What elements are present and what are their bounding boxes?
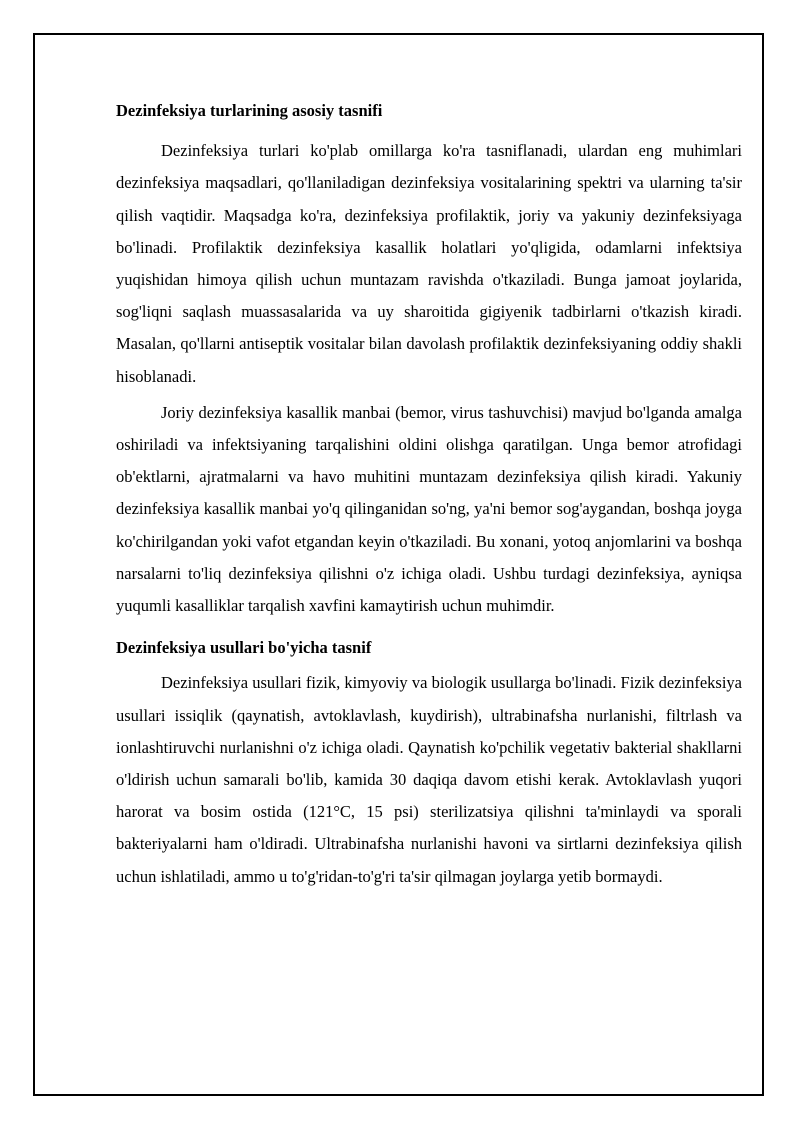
document-body [116, 95, 742, 893]
section-disinfection-methods [116, 632, 742, 893]
paragraph: Dezinfeksiya turlari ko'plab omillarga ko'ra tasniflanadi, ulardan eng muhimlari dezinfeksiya maqsadlari, qo'llaniladigan dezinfeksiya vositalarining spektri va ularning ta'sir qilish vaqtidir. Maqsadga ko'ra, dezinfeksiya profilaktik, joriy va yakuniy dezinfeksiyaga bo'linadi. Profilaktik dezinfeksiya kasallik holatlari yo'qligida, odamlarni infektsiya yuqishidan himoya qilish uchun muntazam ravishda o'tkaziladi. Bunga jamoat joylarida, sog'liqni saqlash muassasalarida va uy sharoitida gigiyenik tadbirlarni o'tkazish kiradi. Masalan, qo'llarni antiseptik vositalar bilan davolash profilaktik dezinfeksiyaning oddiy shakli hisoblanadi. [116, 141, 742, 386]
section-heading: Dezinfeksiya turlarining asosiy tasnifi [116, 101, 383, 120]
paragraph: Dezinfeksiya usullari fizik, kimyoviy va biologik usullarga bo'linadi. Fizik dezinfeksiya usullari issiqlik (qaynatish, avtoklavlash, kuydirish), ultrabinafsha nurlanishi, filtrlash va ionlashtiruvchi nurlanishni o'z ichiga oladi. Qaynatish ko'pchilik vegetativ bakterial shakllarni o'ldirish uchun samarali bo'lib, kamida 30 daqiqa davom etishi kerak. Avtoklavlash yuqori harorat va bosim ostida (121°C, 15 psi) sterilizatsiya qilishni ta'minlaydi va sporali bakteriyalarni ham o'ldiradi. Ultrabinafsha nurlanishi havoni va sirtlarni dezinfeksiya qilish uchun ishlatiladi, ammo u to'g'ridan-to'g'ri ta'sir qilmagan joylarga yetib bormaydi. [116, 673, 742, 886]
paragraph: Joriy dezinfeksiya kasallik manbai (bemor, virus tashuvchisi) mavjud bo'lganda amalga oshiriladi va infektsiyaning tarqalishini oldini olishga qaratilgan. Unga bemor atrofidagi ob'ektlarni, ajratmalarni va havo muhitini muntazam dezinfeksiya qilish kiradi. Yakuniy dezinfeksiya kasallik manbai yo'q qilinganidan so'ng, ya'ni bemor sog'aygandan, boshqa joyga ko'chirilgandan yoki vafot etgandan keyin o'tkaziladi. Bu xonani, yotoq anjomlarini va boshqa narsalarni to'liq dezinfeksiya qilishni o'z ichiga oladi. Ushbu turdagi dezinfeksiya, ayniqsa yuqumli kasalliklar tarqalish xavfini kamaytirish uchun muhimdir. [116, 402, 742, 616]
section-disinfection-types [116, 95, 742, 622]
section-heading: Dezinfeksiya usullari bo'yicha tasnif [116, 638, 372, 658]
